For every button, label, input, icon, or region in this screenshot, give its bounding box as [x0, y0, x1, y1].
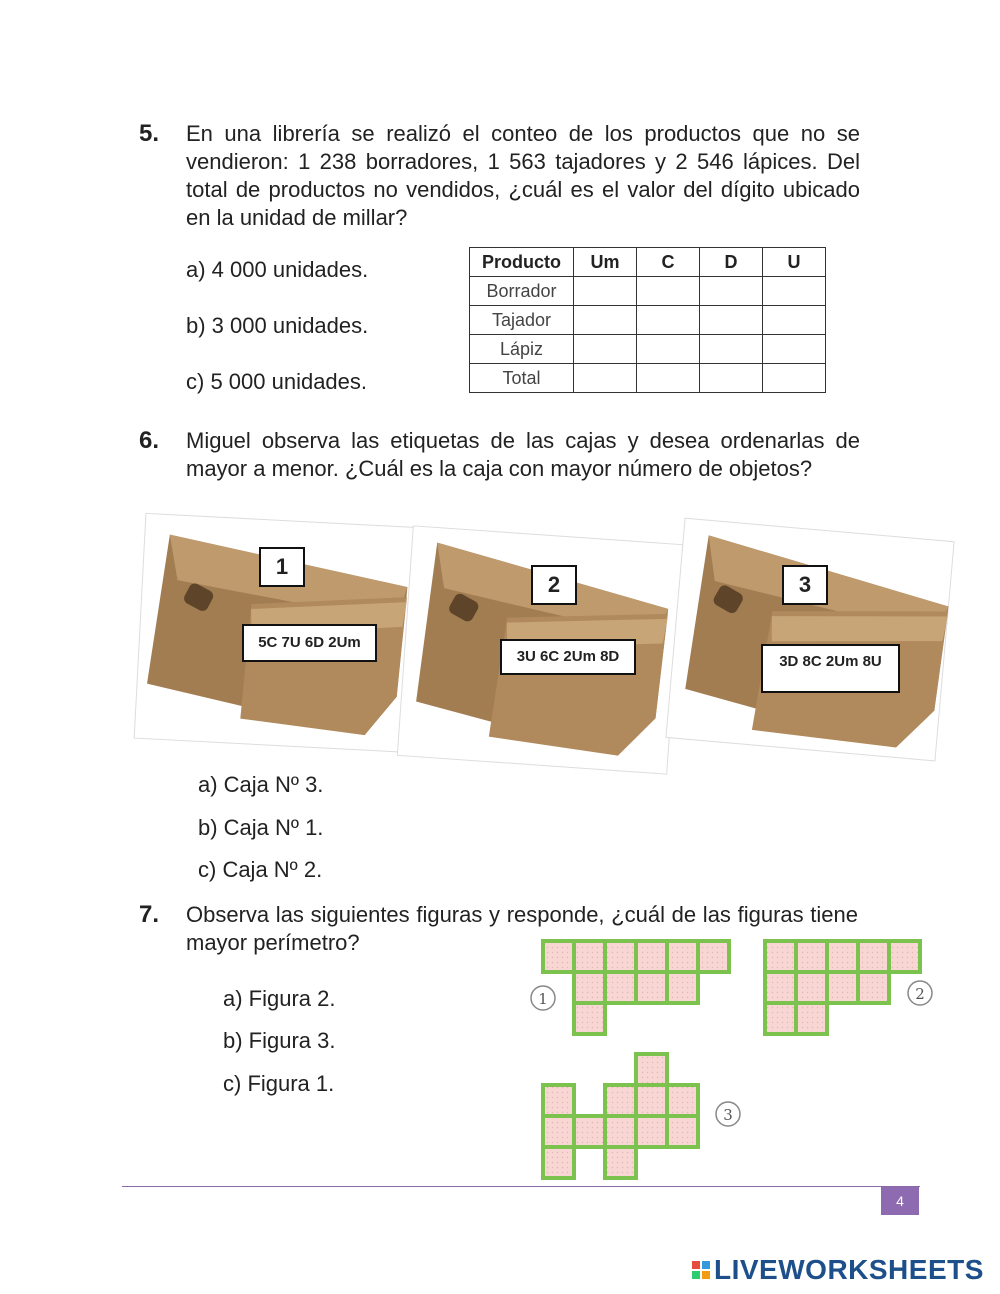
table-header-producto: Producto: [470, 248, 574, 277]
grid-cell: [765, 972, 796, 1003]
grid-cell: [796, 1003, 827, 1034]
grid-cell: [667, 941, 698, 972]
grid-cell: [796, 941, 827, 972]
grid-cell: [765, 1003, 796, 1034]
grid-cell: [605, 941, 636, 972]
grid-cell: [574, 1116, 605, 1147]
grid-cell: [636, 1054, 667, 1085]
liveworksheets-icon: [692, 1261, 710, 1279]
figure-1-marker: [531, 986, 555, 1010]
grid-cell: [827, 972, 858, 1003]
row-label-borrador: Borrador: [470, 277, 574, 306]
grid-cell: [858, 941, 889, 972]
figure-3: [543, 1054, 698, 1178]
figure-2-marker: [908, 981, 932, 1005]
figure-1-label: 1: [538, 990, 548, 1008]
row-label-tajador: Tajador: [470, 306, 574, 335]
grid-cell: [605, 1085, 636, 1116]
q7-option-c[interactable]: c) Figura 1.: [223, 1071, 335, 1096]
figure-1: [543, 941, 729, 1034]
q5-option-a[interactable]: a) 4 000 unidades.: [186, 257, 369, 282]
grid-cell: [796, 972, 827, 1003]
grid-cell: [858, 972, 889, 1003]
grid-cell: [667, 972, 698, 1003]
box-3-number: 3: [782, 565, 828, 605]
box-1-number: 1: [259, 547, 305, 587]
q7-option-a[interactable]: a) Figura 2.: [223, 986, 336, 1011]
q6-option-a[interactable]: a) Caja Nº 3.: [198, 772, 324, 797]
box-2-number: 2: [531, 565, 577, 605]
figure-2: [765, 941, 920, 1034]
table-header-u: U: [763, 248, 826, 277]
grid-cell: [605, 1116, 636, 1147]
grid-cell: [574, 941, 605, 972]
grid-cell: [574, 1003, 605, 1034]
grid-cell: [543, 1147, 574, 1178]
row-label-lapiz: Lápiz: [470, 335, 574, 364]
figure-2-label: 2: [915, 985, 925, 1003]
grid-cell: [636, 972, 667, 1003]
question-5-number: 5.: [139, 120, 160, 147]
table-header-um: Um: [574, 248, 637, 277]
q5-option-c[interactable]: c) 5 000 unidades.: [186, 369, 368, 394]
grid-cell: [636, 1116, 667, 1147]
grid-cell: [889, 941, 920, 972]
grid-cell: [698, 941, 729, 972]
grid-cell: [636, 1085, 667, 1116]
grid-cell: [543, 1116, 574, 1147]
table-header-c: C: [637, 248, 700, 277]
q6-option-c[interactable]: c) Caja Nº 2.: [198, 857, 323, 882]
grid-cell: [765, 941, 796, 972]
liveworksheets-logo: [692, 1254, 984, 1286]
grid-cell: [667, 1116, 698, 1147]
grid-cell: [827, 941, 858, 972]
brand-name: LIVEWORKSHEETS: [714, 1254, 984, 1285]
table-header-d: D: [700, 248, 763, 277]
grid-cell: [543, 1085, 574, 1116]
box-1-label: 5C 7U 6D 2Um: [242, 624, 377, 662]
row-label-total: Total: [470, 364, 574, 393]
grid-cell: [574, 972, 605, 1003]
figure-3-marker: [716, 1102, 740, 1126]
figure-3-label: 3: [723, 1106, 733, 1124]
question-6-text: Miguel observa las etiquetas de las cajas y desea ordenarlas de mayor a menor. ¿Cuál es la caja con mayor número de objetos?: [186, 428, 860, 481]
box-3-label: 3D 8C 2Um 8U: [761, 644, 900, 693]
q6-option-b[interactable]: b) Caja Nº 1.: [198, 815, 324, 840]
q5-option-b[interactable]: b) 3 000 unidades.: [186, 313, 369, 338]
question-7-number: 7.: [139, 901, 160, 928]
question-6-number: 6.: [139, 427, 160, 454]
q7-option-b[interactable]: b) Figura 3.: [223, 1028, 336, 1053]
grid-cell: [667, 1085, 698, 1116]
question-5-text: En una librería se realizó el conteo de los productos que no se vendieron: 1 238 borradores, 1 563 tajadores y 2 546 lápices. Del total de productos no vendidos, ¿cuál es el valor del dígito ubicado en la unidad de millar?: [186, 121, 860, 230]
box-2-label: 3U 6C 2Um 8D: [500, 639, 636, 675]
grid-cell: [636, 941, 667, 972]
page-number: 4: [881, 1187, 919, 1215]
grid-cell: [543, 941, 574, 972]
question-7-text: Observa las siguientes figuras y responde, ¿cuál de las figuras tiene mayor perímetro?: [186, 902, 858, 955]
footer-divider: [122, 1186, 920, 1187]
grid-cell: [605, 1147, 636, 1178]
grid-cell: [605, 972, 636, 1003]
